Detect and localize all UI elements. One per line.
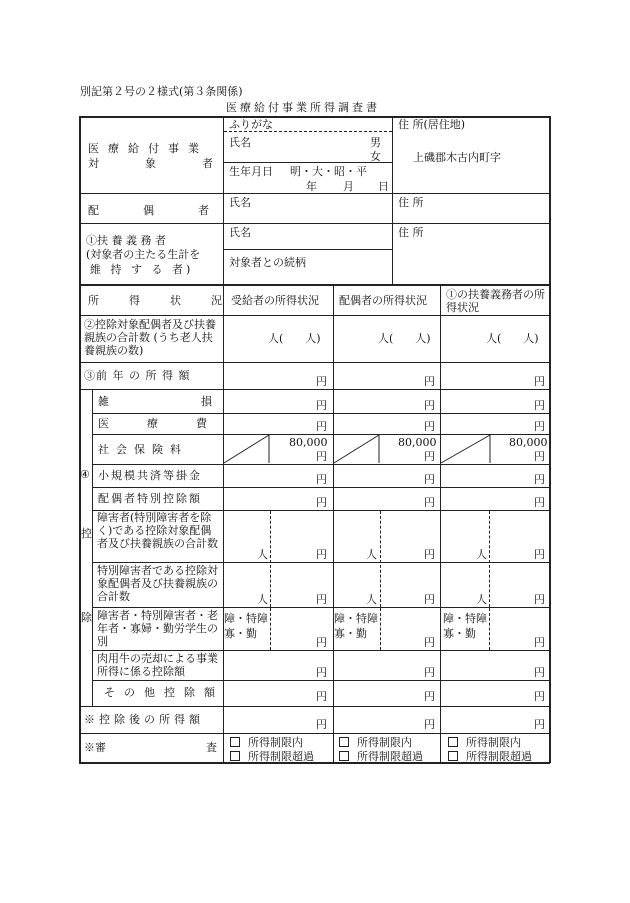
beef-yen-2: 円 (424, 666, 435, 679)
category-1-line2: 寡・勤 (224, 627, 257, 640)
special-disabled-yen-1: 円 (316, 593, 327, 606)
dependents-unit-2: 人( 人) (378, 332, 431, 345)
disabled-nin-3: 人 (476, 548, 487, 561)
checkbox-icon[interactable] (230, 737, 240, 747)
prev-income-yen-3: 円 (534, 375, 545, 388)
social-insurance-amount-2: 80,000 (398, 436, 437, 449)
category-2-yen: 円 (424, 636, 435, 649)
checkbox-icon[interactable] (339, 751, 349, 761)
special-disabled-nin-2: 人 (366, 593, 377, 606)
birth-eras: 明・大・昭・平 (290, 165, 367, 178)
disabled-yen-1: 円 (316, 548, 327, 561)
category-3-yen: 円 (534, 636, 545, 649)
spouse-special-label: 配偶者特別控除額 (98, 492, 202, 505)
disabled-nin-1: 人 (257, 548, 268, 561)
after-deduction-label: ※控除後の所得額 (84, 713, 204, 726)
review-label: ※審 査 (84, 741, 217, 754)
medical-yen-1: 円 (316, 420, 327, 433)
category-1-line1: 障・特障 (224, 612, 268, 625)
review-2-within[interactable]: 所得制限内 (339, 737, 412, 748)
spouse-address-label: 住 所 (398, 196, 424, 209)
disabled-yen-2: 円 (424, 548, 435, 561)
prev-income-yen-1: 円 (316, 375, 327, 388)
small-business-yen-3: 円 (534, 473, 545, 486)
subject-label-line1: 医療給付事業 (88, 142, 208, 155)
spouse-special-yen-3: 円 (534, 496, 545, 509)
supporter-relation-label: 対象者との続柄 (229, 256, 306, 269)
prev-income-label: ③前 年 の 所 得 額 (84, 369, 191, 382)
spouse-special-yen-1: 円 (316, 496, 327, 509)
birth-label: 生年月日 (229, 165, 273, 178)
spouse-name-label: 氏名 (229, 196, 251, 209)
category-1-yen: 円 (316, 636, 327, 649)
misc-loss-yen-3: 円 (534, 399, 545, 412)
small-business-yen-2: 円 (424, 473, 435, 486)
after-deduction-yen-1: 円 (316, 718, 327, 731)
disabled-yen-3: 円 (534, 548, 545, 561)
misc-loss-yen-2: 円 (424, 399, 435, 412)
beef-yen-1: 円 (316, 666, 327, 679)
income-header-label: 所 得 状 況 (88, 294, 222, 307)
supporter-label-1: ①扶 養 義 務 者 (86, 234, 166, 247)
social-insurance-amount-3: 80,000 (509, 436, 548, 449)
dependents-unit-1: 人( 人) (268, 332, 321, 345)
review-1-within[interactable]: 所得制限内 (230, 737, 303, 748)
review-3-over[interactable]: 所得制限超過 (448, 751, 532, 762)
category-2-line1: 障・特障 (334, 612, 378, 625)
supporter-name-label: 氏名 (229, 226, 251, 239)
form-title: 医療給付事業所得調査書 (226, 101, 380, 114)
social-insurance-amount-1: 80,000 (289, 436, 328, 449)
checkbox-icon[interactable] (448, 751, 458, 761)
social-insurance-yen-1: 円 (316, 450, 327, 463)
category-3-line1: 障・特障 (443, 612, 487, 625)
subject-address-label: 住 所(居住地) (398, 118, 466, 131)
other-yen-3: 円 (534, 690, 545, 703)
furigana-label: ふりがな (229, 118, 273, 131)
special-disabled-nin-3: 人 (476, 593, 487, 606)
spouse-label: 配 偶 者 (88, 204, 209, 217)
special-disabled-yen-2: 円 (424, 593, 435, 606)
supporter-address-label: 住 所 (398, 226, 424, 239)
beef-yen-3: 円 (534, 666, 545, 679)
review-2-over[interactable]: 所得制限超過 (339, 751, 423, 762)
other-yen-1: 円 (316, 690, 327, 703)
special-disabled-yen-3: 円 (534, 593, 545, 606)
checkbox-icon[interactable] (230, 751, 240, 761)
after-deduction-yen-2: 円 (424, 718, 435, 731)
birth-day: 日 (378, 180, 389, 193)
supporter-label-3: 維 持 す る 者) (90, 263, 194, 276)
special-disabled-label: 特別障害者である控除対象配偶者及び扶養親族の合計数 (97, 564, 218, 603)
category-2-line2: 寡・勤 (334, 627, 367, 640)
beef-label: 肉用牛の売却による事業所得に係る控除額 (97, 652, 218, 678)
medical-yen-2: 円 (424, 420, 435, 433)
dependents-label: ②控除対象配偶者及び扶養親族の合計数 (うち老人扶養親族の数) (84, 318, 216, 357)
medical-label: 医 療 費 (98, 417, 207, 430)
checkbox-icon[interactable] (448, 737, 458, 747)
supporter-label-2: (対象者の主たる生計を (86, 248, 201, 261)
sex-female: 女 (370, 150, 381, 163)
spouse-special-yen-2: 円 (424, 496, 435, 509)
birth-month: 月 (343, 180, 354, 193)
after-deduction-yen-3: 円 (534, 718, 545, 731)
small-business-yen-1: 円 (316, 473, 327, 486)
small-business-label: 小規模共済等掛金 (98, 469, 202, 482)
prev-income-yen-2: 円 (424, 375, 435, 388)
review-1-over[interactable]: 所得制限超過 (230, 751, 314, 762)
subject-label-line2: 対 象 者 (88, 157, 213, 170)
disabled-nin-2: 人 (366, 548, 377, 561)
col-supporter: ①の扶養義務者の所得状況 (446, 288, 545, 314)
special-disabled-nin-1: 人 (257, 593, 268, 606)
deduction-side-1: 控 (81, 527, 92, 540)
social-insurance-yen-2: 円 (424, 450, 435, 463)
category-label: 障害者・特別障害者・老年者・寡婦・勤労学生の別 (97, 609, 218, 648)
other-yen-2: 円 (424, 690, 435, 703)
subject-address-value: 上磯郡木古内町字 (413, 151, 501, 164)
misc-loss-yen-1: 円 (316, 399, 327, 412)
misc-loss-label: 雑 損 (98, 395, 212, 408)
dependents-unit-3: 人( 人) (486, 332, 539, 345)
form-number: 別記第２号の２様式(第３条関係) (80, 85, 243, 98)
social-insurance-yen-3: 円 (534, 450, 545, 463)
col-spouse: 配偶者の所得状況 (339, 294, 427, 307)
sex-male: 男 (370, 136, 381, 149)
other-label: その他控除額 (104, 686, 224, 699)
checkbox-icon[interactable] (339, 737, 349, 747)
birth-year: 年 (306, 180, 317, 193)
deduction-side-num: ④ (80, 468, 90, 481)
deduction-side-2: 除 (81, 611, 92, 624)
disabled-label: 障害者(特別障害者を除く)である控除対象配偶者及び扶養親族の合計数 (97, 511, 218, 550)
col-recipient: 受給者の所得状況 (231, 294, 319, 307)
review-3-within[interactable]: 所得制限内 (448, 737, 521, 748)
medical-yen-3: 円 (534, 420, 545, 433)
category-3-line2: 寡・勤 (443, 627, 476, 640)
social-insurance-label: 社会保険料 (98, 443, 188, 456)
subject-name-label: 氏名 (229, 136, 251, 149)
